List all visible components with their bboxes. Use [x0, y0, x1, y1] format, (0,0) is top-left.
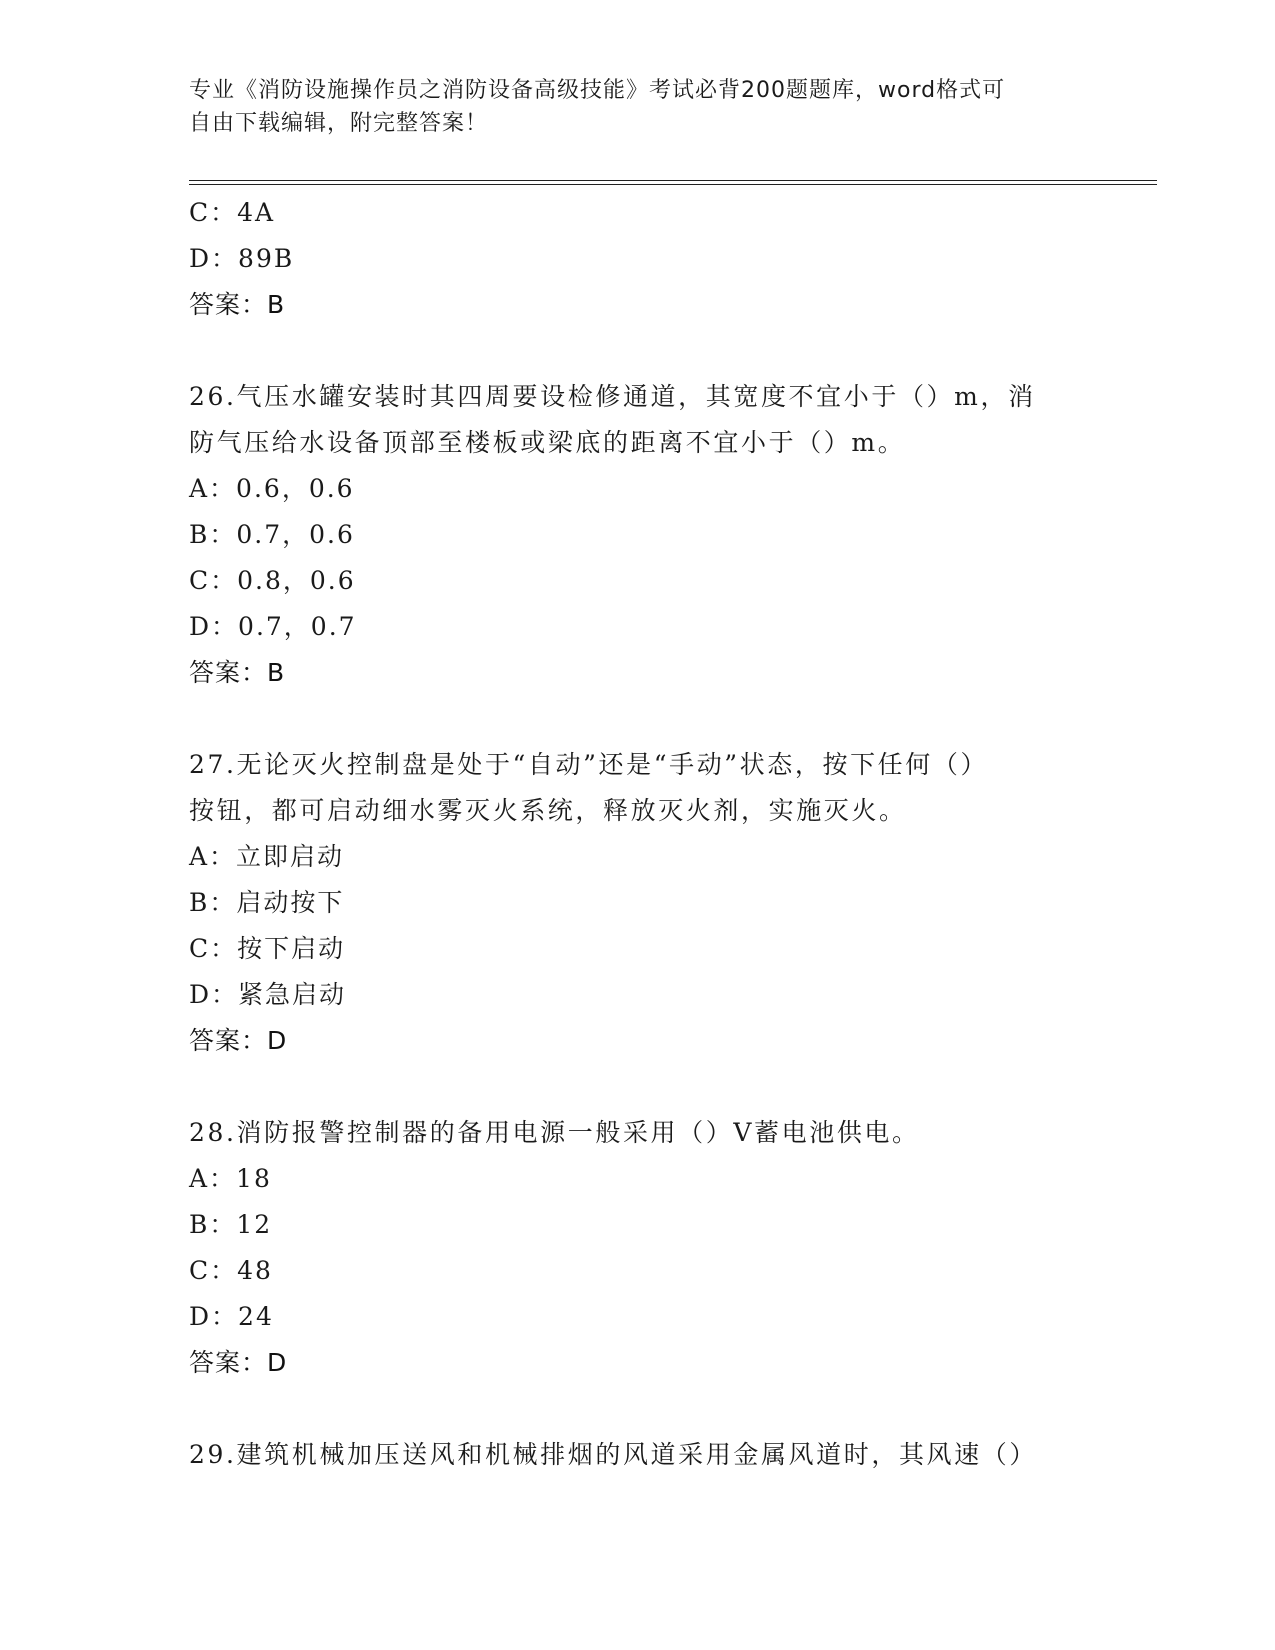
- question-stem-line: 防气压给水设备顶部至楼板或梁底的距离不宜小于（）m。: [189, 428, 906, 457]
- spacer: [189, 328, 1069, 374]
- option-d: D：89B: [189, 244, 295, 273]
- option-d: D：紧急启动: [189, 980, 347, 1009]
- option-d: D：0.7，0.7: [189, 612, 357, 641]
- question-stem-line: 27.无论灭火控制盘是处于“自动”还是“手动”状态，按下任何（）: [189, 750, 989, 779]
- question-stem-line: 28.消防报警控制器的备用电源一般采用（）V蓄电池供电。: [189, 1118, 920, 1147]
- spacer: [189, 1064, 1069, 1110]
- answer-line: 答案：B: [189, 290, 286, 319]
- question-list: [189, 190, 1069, 1478]
- option-c: C：0.8，0.6: [189, 566, 356, 595]
- question-stem-line: 29.建筑机械加压送风和机械排烟的风道采用金属风道时，其风速（）: [189, 1440, 1037, 1469]
- answer-line: 答案：B: [189, 658, 286, 687]
- option-b: B：0.7，0.6: [189, 520, 355, 549]
- option-a: A：18: [189, 1164, 272, 1193]
- header-divider-top: [189, 180, 1157, 181]
- spacer: [189, 1386, 1069, 1432]
- question-stem-line: 按钮，都可启动细水雾灭火系统，释放灭火剂，实施灭火。: [189, 796, 907, 825]
- answer-line: 答案：D: [189, 1348, 288, 1377]
- question-25-continued: [189, 190, 1069, 328]
- option-c: C：4A: [189, 198, 276, 227]
- question-29: [189, 1432, 1069, 1478]
- question-28: [189, 1110, 1069, 1386]
- option-b: B：12: [189, 1210, 273, 1239]
- option-c: C：48: [189, 1256, 273, 1285]
- answer-line: 答案：D: [189, 1026, 288, 1055]
- spacer: [189, 696, 1069, 742]
- question-stem-line: 26.气压水罐安装时其四周要设检修通道，其宽度不宜小于（）m，消: [189, 382, 1036, 411]
- document-header: [189, 74, 1069, 140]
- option-a: A：0.6，0.6: [189, 474, 355, 503]
- header-line-2: 自由下载编辑，附完整答案！: [189, 111, 489, 136]
- header-line-1: 专业《消防设施操作员之消防设备高级技能》考试必背200题题库，word格式可: [189, 78, 1006, 103]
- question-27: [189, 742, 1069, 1064]
- header-divider-bottom: [189, 184, 1157, 185]
- question-26: [189, 374, 1069, 696]
- option-d: D：24: [189, 1302, 274, 1331]
- option-c: C：按下启动: [189, 934, 346, 963]
- option-b: B：启动按下: [189, 888, 345, 917]
- option-a: A：立即启动: [189, 842, 345, 871]
